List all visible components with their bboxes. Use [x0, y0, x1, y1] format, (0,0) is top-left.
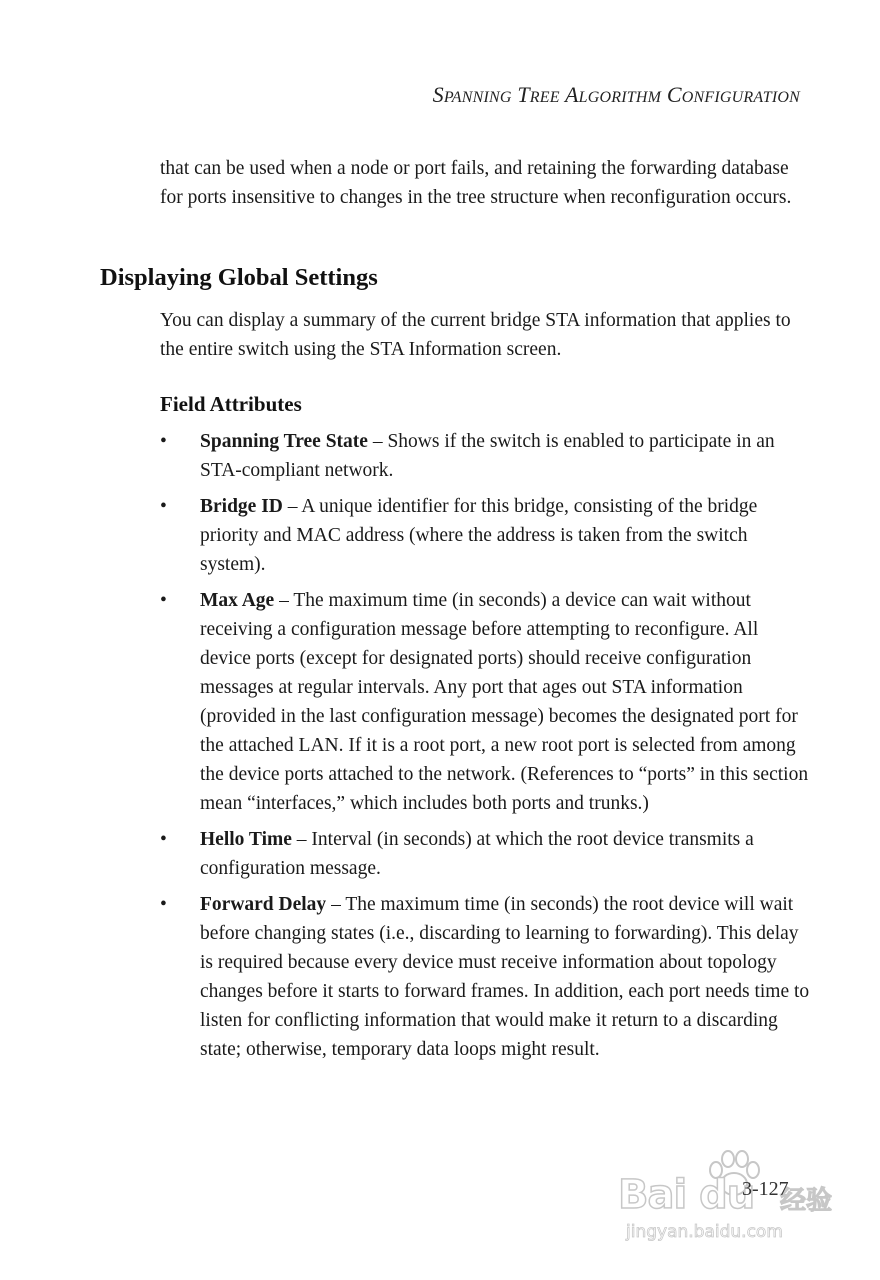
- bullet-icon: •: [160, 829, 167, 850]
- header-word: SPANNING: [432, 82, 512, 107]
- list-item: [160, 492, 810, 579]
- page-number: 3-127: [742, 1178, 789, 1200]
- attribute-description: – The maximum time (in seconds) a device can wait without receiving a configuration message before attempting to reconfigure. All device ports (except for designated ports) should receive configuration messages at regular intervals. Any port that ages out STA information (provided in the last configuration message) becomes the designated port for the attached LAN. If it is a root port, a new root port is selected from among the device ports attached to the network. (References to “ports” in this section mean “interfaces,” which includes both ports and trunks.): [200, 590, 809, 814]
- header-word: CONFIGURATION: [666, 82, 800, 107]
- attribute-description: – The maximum time (in seconds) the root device will wait before changing states (i.e., discarding to learning to forwarding). This delay is required because every device must receive information about topology changes before it starts to forward frames. In addition, each port needs time to listen for conflicting information that would make it return to a discarding state; otherwise, temporary data loops might result.: [200, 894, 810, 1060]
- list-item: [160, 427, 810, 485]
- attribute-term: Forward Delay: [200, 894, 327, 915]
- watermark-brand-cn: 经验: [780, 1186, 833, 1216]
- list-item: [160, 825, 810, 883]
- intro-paragraph: that can be used when a node or port fails, and retaining the forwarding database for ports insensitive to changes in the tree structure when reconfiguration occurs.: [160, 158, 792, 208]
- attribute-description: – Shows if the switch is enabled to participate in an STA-compliant network.: [200, 431, 775, 481]
- bullet-icon: •: [160, 431, 167, 452]
- attribute-term: Bridge ID: [200, 496, 283, 517]
- list-item: [160, 890, 810, 1064]
- section-heading: Displaying Global Settings: [100, 264, 378, 291]
- header-word: ALGORITHM: [565, 82, 662, 107]
- bullet-icon: •: [160, 496, 167, 517]
- running-header: [433, 82, 800, 108]
- baidu-watermark: [612, 1150, 832, 1250]
- field-attributes-list: [160, 427, 810, 1071]
- list-item: [160, 586, 810, 818]
- bullet-icon: •: [160, 894, 167, 915]
- attribute-term: Max Age: [200, 590, 275, 611]
- attribute-description: – A unique identifier for this bridge, consisting of the bridge priority and MAC address (where the address is taken from the switch system).: [200, 496, 758, 575]
- watermark-url: jingyan.baidu.com: [626, 1222, 783, 1242]
- attribute-description: – Interval (in seconds) at which the root device transmits a configuration message.: [200, 829, 754, 879]
- attribute-term: Spanning Tree State: [200, 431, 368, 452]
- section-body: You can display a summary of the current bridge STA information that applies to the entire switch using the STA Information screen.: [160, 310, 791, 360]
- field-attributes-heading: Field Attributes: [160, 392, 302, 416]
- attribute-term: Hello Time: [200, 829, 292, 850]
- watermark-brand: Bai du: [618, 1172, 755, 1218]
- header-word: TREE: [517, 82, 560, 107]
- bullet-icon: •: [160, 590, 167, 611]
